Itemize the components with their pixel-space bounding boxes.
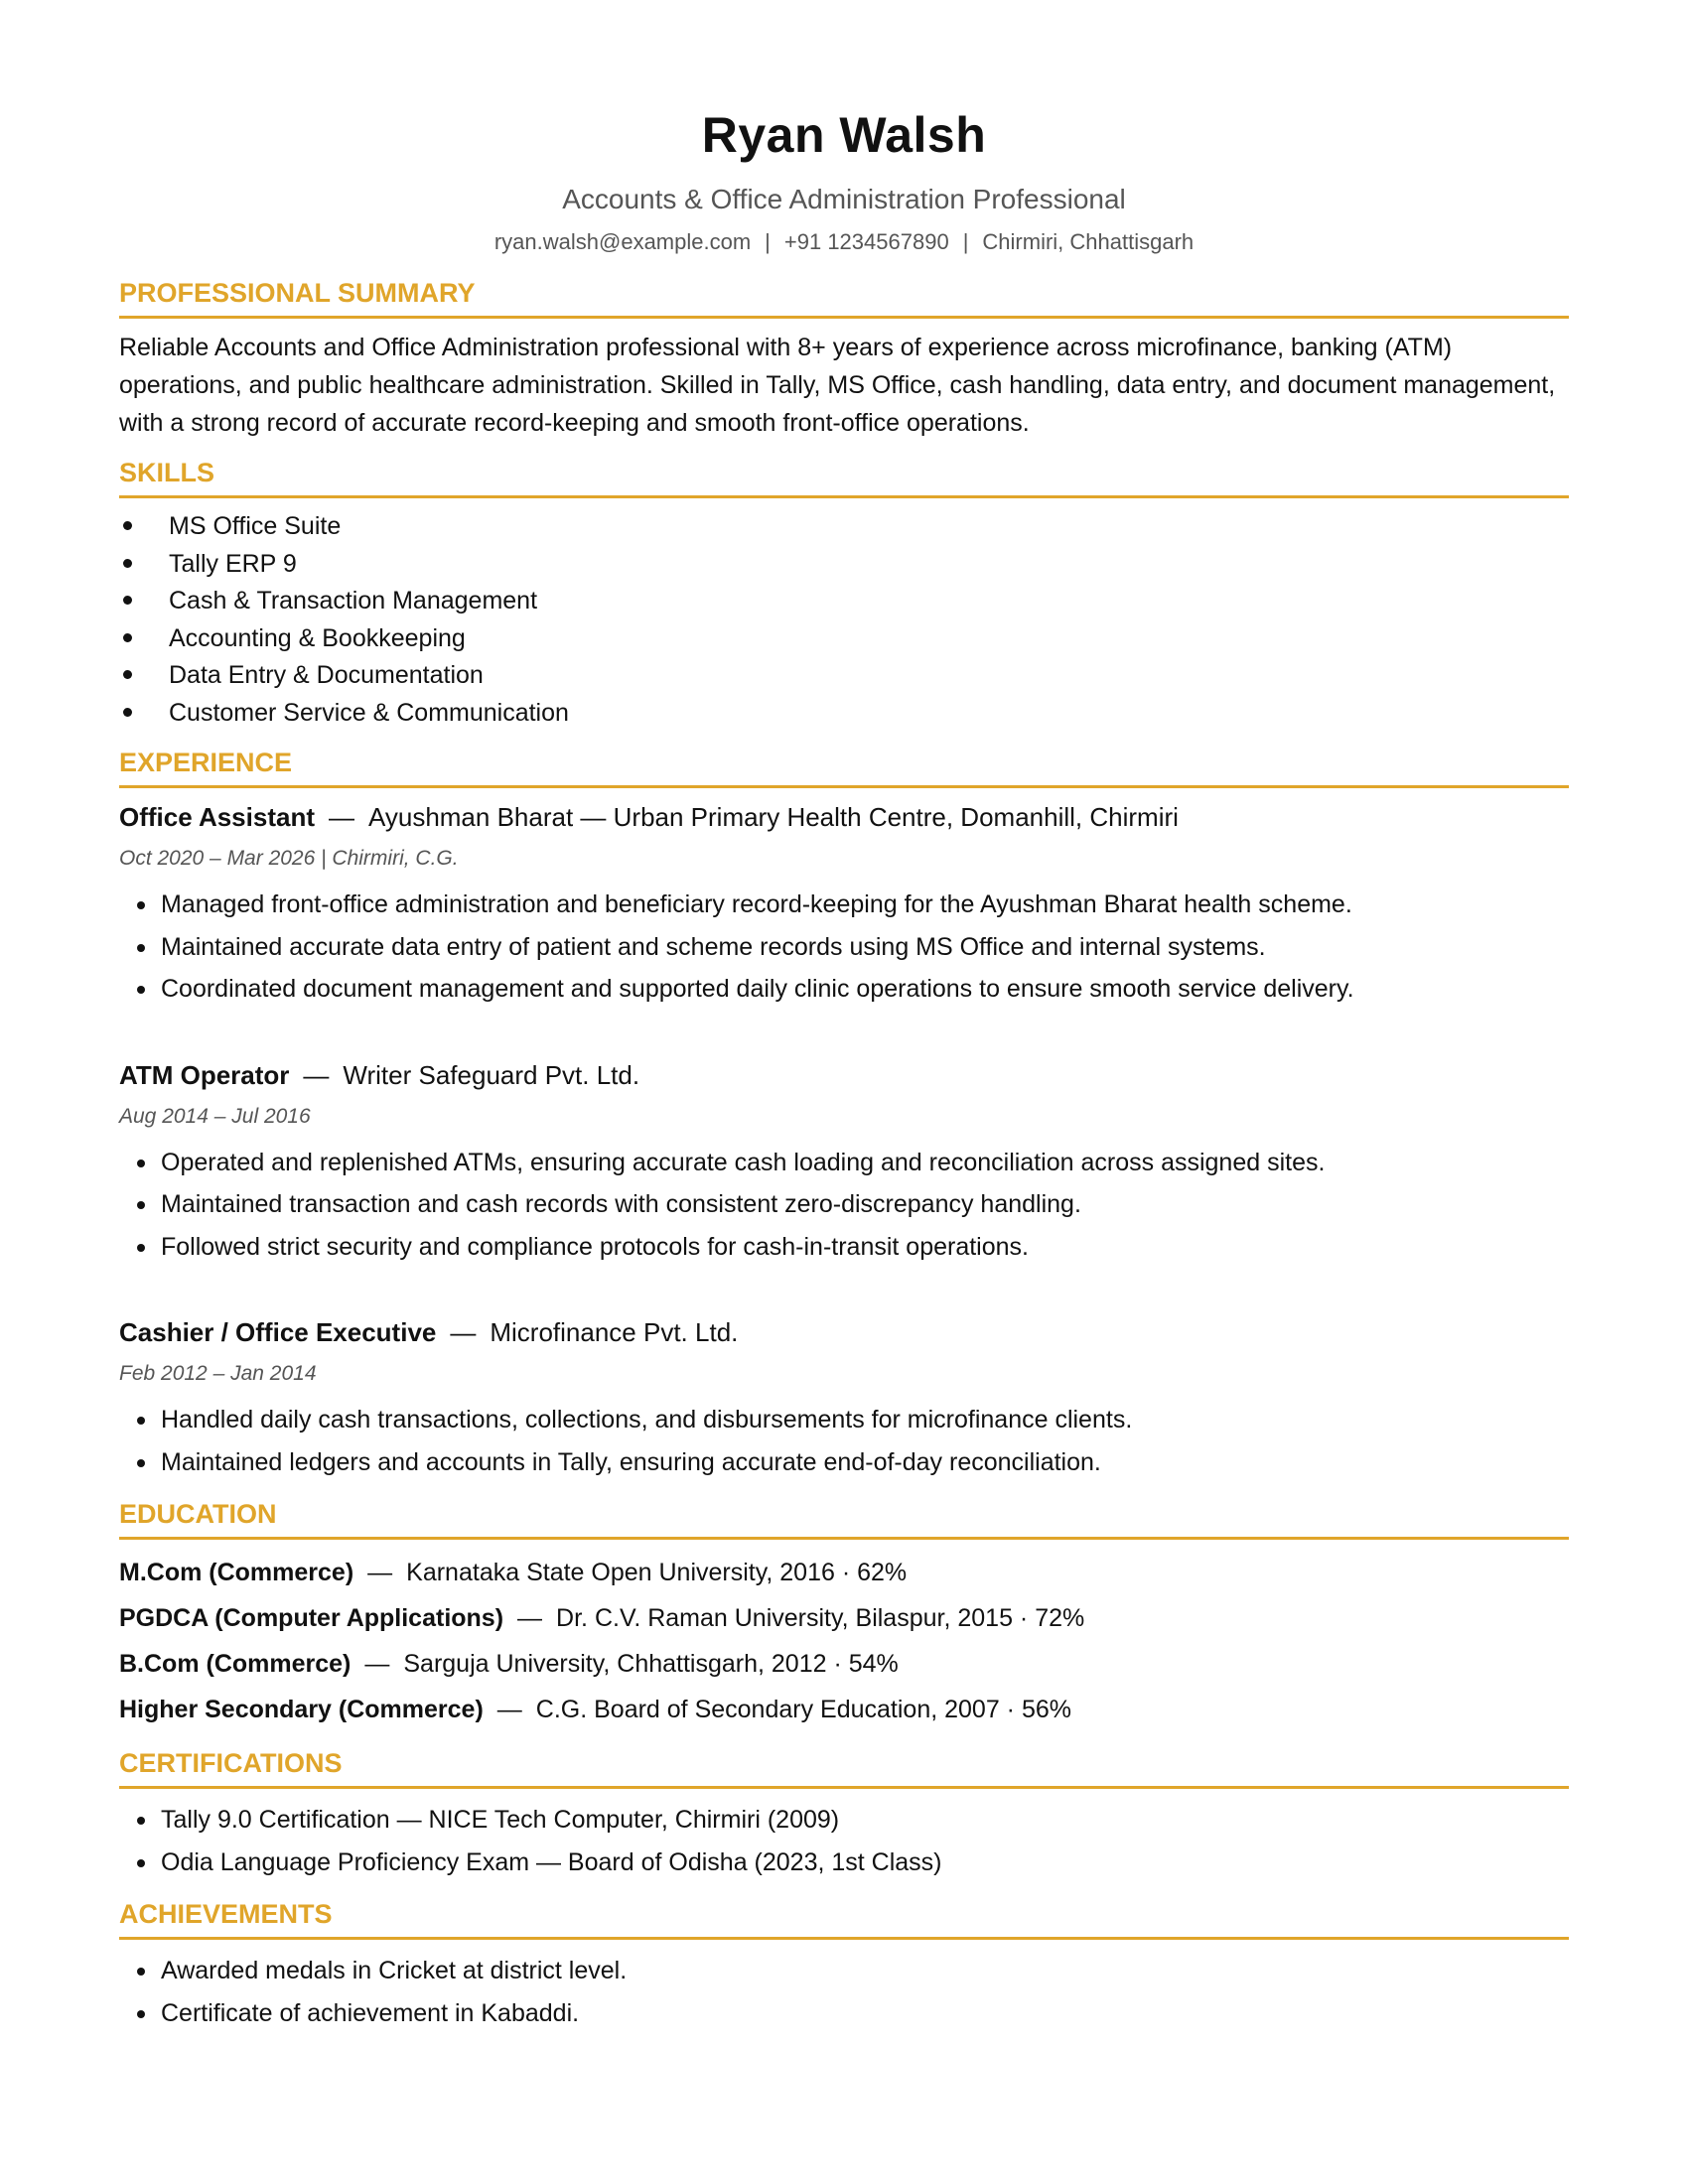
job-bullet <box>119 1399 1569 1441</box>
certifications-section <box>119 1746 1569 1883</box>
job-dash: — <box>328 802 354 832</box>
education-dash: — <box>367 1559 393 1586</box>
education-item <box>119 1550 1569 1595</box>
bullet-text: Maintained ledgers and accounts in Tally, ensuring accurate end-of-day reconciliation. <box>161 1447 1101 1476</box>
job-role: Cashier / Office Executive <box>119 1317 437 1347</box>
skill-item <box>119 508 1569 546</box>
education-degree: Higher Secondary (Commerce) <box>119 1696 484 1723</box>
education-detail: Sarguja University, Chhattisgarh, 2012 · 54% <box>403 1650 899 1678</box>
section-heading-achievements: ACHIEVEMENTS <box>119 1897 1569 1940</box>
certification-text: Tally 9.0 Certification — NICE Tech Computer, Chirmiri (2009) <box>161 1806 840 1834</box>
bullet-icon <box>137 1968 145 1976</box>
bullet-icon <box>137 901 145 909</box>
achievement-text: Awarded medals in Cricket at district level. <box>161 1957 628 1984</box>
bullet-text: Managed front-office administration and beneficiary record-keeping for the Ayushman Bharat health scheme. <box>161 890 1352 918</box>
education-dash: — <box>364 1650 390 1678</box>
bullet-icon <box>123 708 132 717</box>
candidate-title: Accounts & Office Administration Professional <box>562 184 1126 214</box>
job-org: Microfinance Pvt. Ltd. <box>490 1317 739 1347</box>
bullet-text: Maintained transaction and cash records with consistent zero-discrepancy handling. <box>161 1190 1081 1218</box>
bullet-icon <box>137 2010 145 2018</box>
bullet-text: Coordinated document management and supported daily clinic operations to ensure smooth service delivery. <box>161 975 1354 1003</box>
bullet-text: Handled daily cash transactions, collections, and disbursements for microfinance clients. <box>161 1406 1133 1433</box>
education-degree: PGDCA (Computer Applications) <box>119 1604 504 1632</box>
skill-label: Tally ERP 9 <box>169 549 297 578</box>
job-dash: — <box>303 1059 330 1090</box>
education-section <box>119 1497 1569 1732</box>
job-bullet <box>119 1142 1569 1184</box>
experience-section <box>119 746 1569 1483</box>
achievement-item <box>119 1992 1569 2035</box>
skill-item <box>119 620 1569 658</box>
summary-text: Reliable Accounts and Office Administration professional with 8+ years of experience across microfinance, banking (ATM) operations, and public healthcare administration. Skilled in Tally, MS Office, cash handling, data entry, and document management, with a strong record of accurate record-keeping and smooth front-office operations. <box>119 334 1556 437</box>
job-bullet <box>119 968 1569 1011</box>
education-item <box>119 1687 1569 1732</box>
section-heading-experience: EXPERIENCE <box>119 746 1569 788</box>
bullet-icon <box>123 521 132 530</box>
job-header <box>119 1313 1569 1351</box>
bullet-text: Followed strict security and compliance protocols for cash-in-transit operations. <box>161 1232 1029 1261</box>
section-heading-skills: SKILLS <box>119 456 1569 498</box>
summary-section <box>119 276 1569 442</box>
job-bullets <box>119 884 1569 1011</box>
job-bullet <box>119 1183 1569 1226</box>
bullet-icon <box>123 596 132 605</box>
job-role: ATM Operator <box>119 1059 290 1090</box>
contact-separator: | <box>765 229 771 254</box>
achievement-item <box>119 1950 1569 1992</box>
education-detail: Karnataka State Open University, 2016 · 62% <box>406 1559 908 1586</box>
bullet-icon <box>137 1459 145 1467</box>
skill-label: MS Office Suite <box>169 512 342 540</box>
achievements-section <box>119 1897 1569 2034</box>
bullet-icon <box>137 1244 145 1252</box>
job-header <box>119 798 1569 836</box>
bullet-icon <box>137 986 145 994</box>
contact-location: Chirmiri, Chhattisgarh <box>982 229 1195 254</box>
bullet-text: Maintained accurate data entry of patient and scheme records using MS Office and internal systems. <box>161 932 1266 961</box>
skill-label: Accounting & Bookkeeping <box>169 623 466 652</box>
job-bullet <box>119 884 1569 926</box>
job-dash: — <box>450 1317 477 1347</box>
bullet-icon <box>137 1160 145 1167</box>
education-item <box>119 1595 1569 1641</box>
section-heading-summary: PROFESSIONAL SUMMARY <box>119 276 1569 319</box>
bullet-icon <box>123 670 132 679</box>
job-role: Office Assistant <box>119 802 315 832</box>
certification-item <box>119 1842 1569 1884</box>
job-entry <box>119 1313 1569 1483</box>
candidate-name: Ryan Walsh <box>701 107 987 163</box>
bullet-text: Operated and replenished ATMs, ensuring accurate cash loading and reconciliation across assigned sites. <box>161 1148 1326 1176</box>
education-degree: B.Com (Commerce) <box>119 1650 352 1678</box>
education-degree: M.Com (Commerce) <box>119 1559 354 1586</box>
certification-item <box>119 1799 1569 1842</box>
job-dates: Aug 2014 – Jul 2016 <box>119 1104 311 1128</box>
achievement-text: Certificate of achievement in Kabaddi. <box>161 1998 580 2027</box>
job-org: Writer Safeguard Pvt. Ltd. <box>343 1059 640 1090</box>
job-bullet <box>119 1226 1569 1269</box>
skill-item <box>119 695 1569 733</box>
achievement-list <box>119 1950 1569 2034</box>
contact-phone: +91 1234567890 <box>783 229 949 254</box>
section-heading-education: EDUCATION <box>119 1497 1569 1540</box>
job-entry <box>119 1056 1569 1269</box>
education-dash: — <box>517 1604 543 1632</box>
education-item <box>119 1641 1569 1687</box>
education-dash: — <box>496 1696 522 1723</box>
skill-item <box>119 583 1569 620</box>
job-header <box>119 1056 1569 1094</box>
job-bullet <box>119 926 1569 969</box>
skill-label: Data Entry & Documentation <box>169 661 484 689</box>
contact-separator: | <box>962 229 969 254</box>
job-bullets <box>119 1142 1569 1269</box>
skills-list <box>119 508 1569 732</box>
skill-label: Cash & Transaction Management <box>169 587 538 614</box>
certification-text: Odia Language Proficiency Exam — Board of Odisha (2023, 1st Class) <box>161 1847 942 1876</box>
job-entry <box>119 798 1569 1011</box>
bullet-icon <box>123 633 132 642</box>
resume-page <box>119 0 1569 2034</box>
job-dates: Oct 2020 – Mar 2026 | Chirmiri, C.G. <box>119 847 459 870</box>
bullet-icon <box>137 1817 145 1825</box>
job-bullets <box>119 1399 1569 1483</box>
job-org: Ayushman Bharat — Urban Primary Health Centre, Domanhill, Chirmiri <box>367 802 1179 832</box>
bullet-icon <box>137 1859 145 1867</box>
skills-section <box>119 456 1569 732</box>
education-detail: C.G. Board of Secondary Education, 2007 · 56% <box>535 1696 1071 1723</box>
job-bullet <box>119 1441 1569 1484</box>
skill-item <box>119 546 1569 584</box>
skill-item <box>119 657 1569 695</box>
bullet-icon <box>137 1201 145 1209</box>
bullet-icon <box>137 1417 145 1425</box>
bullet-icon <box>123 559 132 568</box>
bullet-icon <box>137 944 145 952</box>
contact-line <box>119 228 1569 256</box>
section-heading-certifications: CERTIFICATIONS <box>119 1746 1569 1789</box>
education-detail: Dr. C.V. Raman University, Bilaspur, 2015 · 72% <box>556 1604 1085 1632</box>
certification-list <box>119 1799 1569 1883</box>
contact-email: ryan.walsh@example.com <box>493 229 752 254</box>
job-dates: Feb 2012 – Jan 2014 <box>119 1362 317 1385</box>
skill-label: Customer Service & Communication <box>169 698 569 727</box>
